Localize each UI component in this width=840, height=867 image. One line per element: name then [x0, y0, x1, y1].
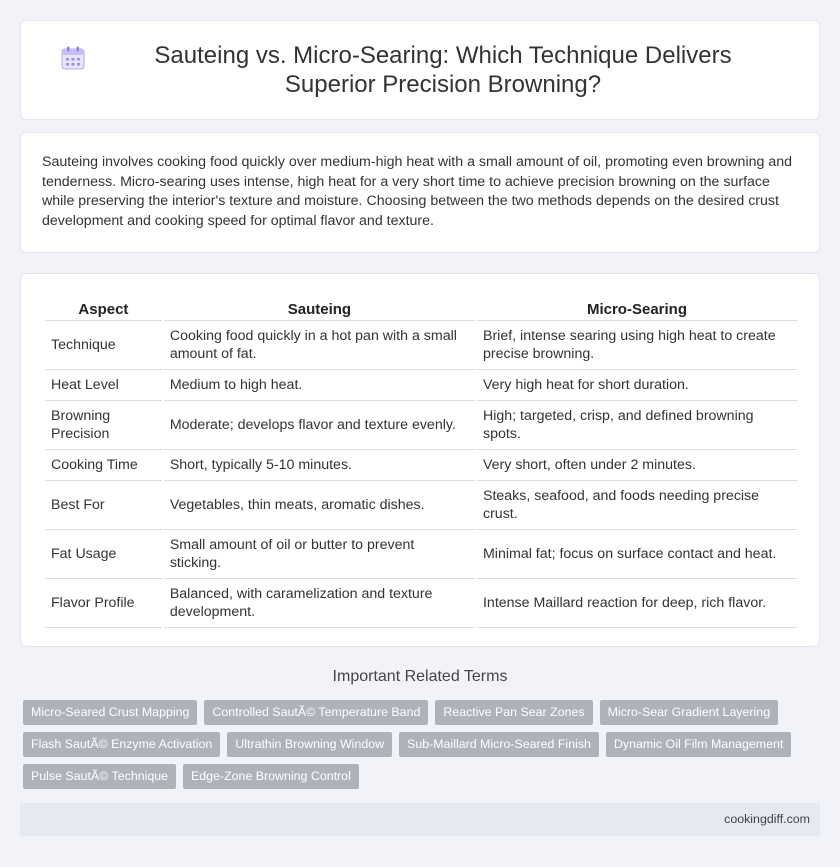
- row-sauteing: Small amount of oil or butter to prevent sticking.: [164, 530, 475, 579]
- footer-site-link[interactable]: cookingdiff.com: [724, 812, 810, 826]
- header-aspect: Aspect: [45, 294, 162, 321]
- row-sauteing: Short, typically 5-10 minutes.: [164, 450, 475, 481]
- table-row: [45, 579, 797, 628]
- title-wrap: [60, 41, 780, 99]
- row-aspect: Flavor Profile: [45, 579, 162, 628]
- row-aspect: Browning Precision: [45, 401, 162, 450]
- row-micro-searing: Intense Maillard reaction for deep, rich flavor.: [477, 579, 797, 628]
- related-terms-title: Important Related Terms: [332, 668, 508, 685]
- related-term-tag[interactable]: Flash SautÃ© Enzyme Activation: [23, 732, 220, 757]
- related-term-tag[interactable]: Controlled SautÃ© Temperature Band: [204, 700, 428, 725]
- header-sauteing: Sauteing: [164, 294, 475, 321]
- row-micro-searing: Very short, often under 2 minutes.: [477, 450, 797, 481]
- table-row: [45, 450, 797, 481]
- header-micro-searing: Micro-Searing: [477, 294, 797, 321]
- row-sauteing: Cooking food quickly in a hot pan with a small amount of fat.: [164, 321, 475, 370]
- title-card: [20, 20, 820, 120]
- table-row: [45, 370, 797, 401]
- row-micro-searing: Minimal fat; focus on surface contact and heat.: [477, 530, 797, 579]
- related-term-tag[interactable]: Ultrathin Browning Window: [227, 732, 392, 757]
- related-term-tag[interactable]: Pulse SautÃ© Technique: [23, 764, 176, 789]
- intro-paragraph: Sauteing involves cooking food quickly over medium-high heat with a small amount of oil, promoting even browning and tenderness. Micro-searing uses intense, high heat for a very short time to achieve precision browning on the surface while preserving the interior's texture and moisture. Choosing between the two methods depends on the desired crust development and cooking speed for optimal flavor and texture.: [42, 154, 792, 229]
- related-term-tag[interactable]: Micro-Seared Crust Mapping: [23, 700, 197, 725]
- row-aspect: Best For: [45, 481, 162, 530]
- row-aspect: Fat Usage: [45, 530, 162, 579]
- related-term-tag[interactable]: Edge-Zone Browning Control: [183, 764, 359, 789]
- row-aspect: Heat Level: [45, 370, 162, 401]
- row-micro-searing: Brief, intense searing using high heat to create precise browning.: [477, 321, 797, 370]
- related-term-tag[interactable]: Sub-Maillard Micro-Seared Finish: [399, 732, 599, 757]
- related-term-tag[interactable]: Micro-Sear Gradient Layering: [600, 700, 779, 725]
- row-micro-searing: Very high heat for short duration.: [477, 370, 797, 401]
- footer: [20, 803, 820, 836]
- related-term-tag[interactable]: Dynamic Oil Film Management: [606, 732, 791, 757]
- table-row: [45, 401, 797, 450]
- table-row: [45, 321, 797, 370]
- row-micro-searing: High; targeted, crisp, and defined browning spots.: [477, 401, 797, 450]
- row-sauteing: Vegetables, thin meats, aromatic dishes.: [164, 481, 475, 530]
- row-micro-searing: Steaks, seafood, and foods needing precise crust.: [477, 481, 797, 530]
- intro-card: [20, 132, 820, 253]
- row-sauteing: Balanced, with caramelization and texture development.: [164, 579, 475, 628]
- row-aspect: Cooking Time: [45, 450, 162, 481]
- table-header-row: [45, 294, 797, 321]
- table-row: [45, 530, 797, 579]
- row-aspect: Technique: [45, 321, 162, 370]
- related-term-tag[interactable]: Reactive Pan Sear Zones: [435, 700, 592, 725]
- page-title: Sauteing vs. Micro-Searing: Which Technique Delivers Superior Precision Browning?: [154, 42, 732, 98]
- comparison-table: [43, 294, 799, 628]
- row-sauteing: Medium to high heat.: [164, 370, 475, 401]
- row-sauteing: Moderate; develops flavor and texture evenly.: [164, 401, 475, 450]
- related-terms-list: [23, 700, 823, 796]
- table-row: [45, 481, 797, 530]
- comparison-card: [20, 273, 820, 647]
- calendar-icon: [60, 45, 86, 71]
